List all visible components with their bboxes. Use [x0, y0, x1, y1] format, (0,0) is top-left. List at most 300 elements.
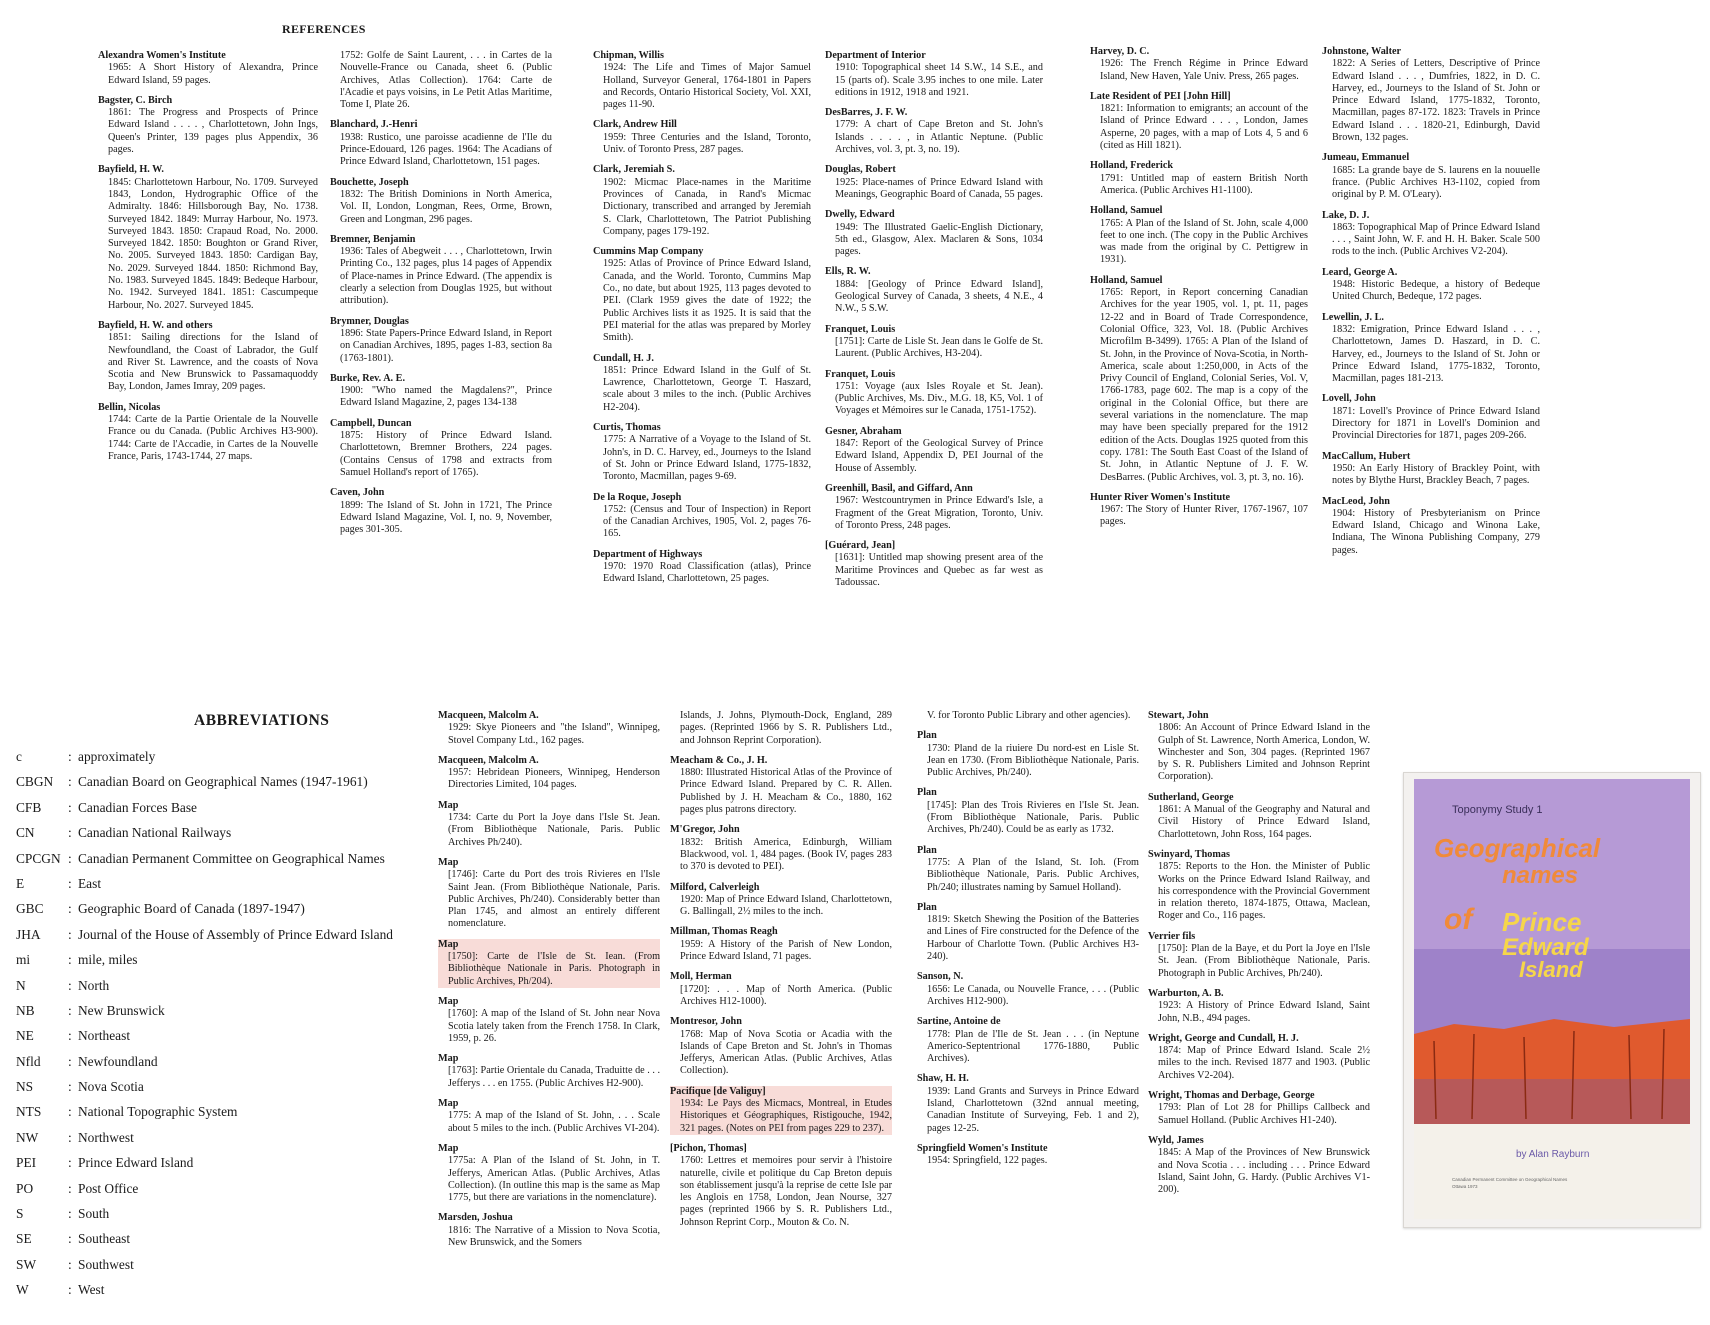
reference-author: Holland, Frederick	[1090, 160, 1174, 172]
abbreviation-row	[16, 922, 436, 947]
reference-entry	[917, 971, 1139, 1008]
abbreviation-key: JHA	[16, 926, 41, 942]
reference-entry	[1322, 312, 1540, 386]
references-column-2	[330, 50, 552, 544]
reference-entry	[670, 1016, 892, 1077]
reference-entry	[825, 209, 1043, 258]
reference-text: 1734: Carte du Port la Joye dans l'Isle St. Jean. (From Bibliothèque Nationale, Paris. Public Archives Ph/240).	[448, 812, 660, 848]
reference-author: Cundall, H. J.	[593, 352, 654, 364]
abbreviation-meaning: Canadian Permanent Committee on Geographical Names	[78, 850, 385, 866]
reference-author: MacLeod, John	[1322, 495, 1390, 507]
reference-entry	[593, 492, 811, 541]
reference-text: 1793: Plan of Lot 28 for Phillips Callbeck and Samuel Holland. (Public Archives H1-240).	[1158, 1102, 1370, 1126]
reference-text: 1832: British America, Edinburgh, William Blackwood, vol. 1, 484 pages. (Book IV, pages 283 to 370 is devoted to PEI).	[680, 836, 892, 873]
reference-entry	[593, 422, 811, 483]
reference-entry	[1090, 492, 1308, 529]
abbreviation-meaning: Canadian Forces Base	[78, 799, 197, 815]
reference-text: 1938: Rustico, une paroisse acadienne de l'Ile du Prince-Edouard, 126 pages. 1964: The Acadians of Prince Edward Island, Charlottetown, 151 pages.	[340, 131, 552, 168]
abbreviation-row	[16, 871, 436, 896]
reference-author: Bremner, Benjamin	[330, 233, 416, 245]
abbreviation-row	[16, 896, 436, 921]
abbreviation-key: W	[16, 1282, 29, 1298]
reference-entry	[330, 373, 552, 410]
reference-author: Map	[438, 799, 459, 811]
abbreviation-key: CN	[16, 825, 35, 841]
reference-entry	[330, 316, 552, 365]
bottom-references-column-2	[670, 710, 892, 1237]
abbreviation-meaning: Post Office	[78, 1180, 139, 1196]
abbreviation-row	[16, 846, 436, 871]
reference-author: Dwelly, Edward	[825, 209, 895, 221]
reference-author: Map	[438, 856, 459, 868]
reference-author: Alexandra Women's Institute	[98, 50, 226, 61]
reference-text: 1847: Report of the Geological Survey of Prince Edward Island, Appendix D, PEI Journal of the House of Assembly.	[835, 438, 1043, 474]
reference-entry	[438, 939, 660, 988]
reference-entry	[825, 483, 1043, 532]
abbreviation-separator: :	[68, 1129, 72, 1145]
reference-text: 1861: The Progress and Prospects of Prince Edward Island . . . . , Charlottetown, John Ings, Queen's Printer, 139 pages plus Appendix, 36 pages.	[108, 107, 318, 156]
reference-text: 1816: The Narrative of a Mission to Nova Scotia, New Brunswick, and the Somers	[448, 1224, 660, 1248]
reference-author: Lewellin, J. L.	[1322, 311, 1384, 323]
abbreviation-key: CBGN	[16, 774, 54, 790]
cover-shore	[1414, 1079, 1690, 1124]
abbreviation-meaning: Northwest	[78, 1129, 134, 1145]
reference-entry	[917, 1143, 1139, 1168]
reference-entry	[1322, 210, 1540, 259]
reference-entry	[330, 418, 552, 479]
reference-entry	[98, 164, 318, 312]
reference-entry	[670, 971, 892, 1008]
reference-text: 1861: A Manual of the Geography and Natural and Civil History of Prince Edward Island, Charlottetown, John Ross, 164 pages.	[1158, 804, 1370, 840]
reference-author: Curtis, Thomas	[593, 422, 661, 434]
abbreviation-key: NTS	[16, 1104, 42, 1120]
reference-entry	[670, 926, 892, 963]
reference-entry	[917, 845, 1139, 894]
abbreviation-separator: :	[68, 1079, 72, 1095]
abbreviation-separator: :	[68, 1028, 72, 1044]
reference-text: 1875: History of Prince Edward Island. Charlottetown, Bremner Brothers, 224 pages. (Contains Census of 1798 and extracts from Samuel Holland's report of 1765).	[340, 430, 552, 478]
cover-title-line-1: Geographical	[1434, 833, 1601, 863]
abbreviation-meaning: Southeast	[78, 1231, 131, 1247]
abbreviation-row	[16, 1277, 436, 1302]
reference-entry	[1090, 160, 1308, 197]
abbreviation-key: Nfld	[16, 1053, 41, 1069]
reference-entry	[1090, 46, 1308, 83]
reference-text: 1768: Map of Nova Scotia or Acadia with the Islands of Cape Breton and St. John's in Thomas Jefferys, American Atlas. (Public Archives, Atlas Collection).	[680, 1028, 892, 1077]
reference-author: Map	[438, 995, 459, 1007]
reference-entry	[98, 320, 318, 394]
abbreviation-separator: :	[68, 1155, 72, 1171]
reference-text: 1685: La grande baye de S. laurens en la nouuelle france. (Public Archives H3-1102, copied from original by P. M. O'Leary).	[1332, 164, 1540, 201]
reference-entry	[825, 426, 1043, 475]
reference-author: Map	[438, 1053, 459, 1065]
reference-author: Moll, Herman	[670, 971, 732, 983]
abbreviation-row	[16, 1201, 436, 1226]
reference-text: 1791: Untitled map of eastern British North America. (Public Archives H1-1100).	[1100, 172, 1308, 196]
reference-text: Islands, J. Johns, Plymouth-Dock, England, 289 pages. (Reprinted 1966 by S. R. Publishers Ltd., and Johnson Reprint Corporation).	[680, 710, 892, 746]
reference-entry	[438, 800, 660, 849]
reference-entry	[1090, 91, 1308, 152]
reference-text: 1821: Information to emigrants; an account of the Island of Prince Edward . . . , London, James Asperne, 20 pages, with a map of Lots 4, 5 and 6 (cited as Hill 1821).	[1100, 103, 1308, 152]
reference-text: 1920: Map of Prince Edward Island, Charlottetown, G. Ballingall, 2½ miles to the inch.	[680, 893, 892, 918]
reference-entry	[593, 549, 811, 586]
abbreviation-meaning: South	[78, 1206, 110, 1222]
bottom-references-column-4	[1148, 710, 1370, 1204]
abbreviation-key: SW	[16, 1256, 37, 1272]
reference-text: 1954: Springfield, 122 pages.	[927, 1155, 1048, 1167]
cover-bottom-panel	[1414, 1124, 1690, 1219]
reference-entry	[330, 234, 552, 308]
reference-text: 1902: Micmac Place-names in the Maritime Provinces of Canada, in Rand's Micmac Dictionary, transcribed and arranged by Jeremiah S. Clark, Charlottetown, The Patriot Publishing Company, pages 179-192.	[603, 176, 811, 237]
reference-text: 1949: The Illustrated Gaelic-English Dictionary, 5th ed., Glasgow, Alex. Maclaren & Sons, 1034 pages.	[835, 221, 1043, 258]
abbreviation-key: PO	[16, 1180, 34, 1196]
reference-author: Sutherland, George	[1148, 791, 1234, 803]
reference-author: Shaw, H. H.	[917, 1073, 969, 1085]
abbreviation-separator: :	[68, 749, 72, 764]
reference-entry	[330, 119, 552, 168]
reference-author: Plan	[917, 901, 937, 913]
abbreviation-separator: :	[68, 1206, 72, 1222]
reference-entry	[1322, 496, 1540, 557]
reference-text: 1779: A chart of Cape Breton and St. John's Islands . . . . , in Atlantic Neptune. (Public Archives, vol. 3, pt. 3, no. 19).	[835, 119, 1043, 156]
reference-author: Meacham & Co., J. H.	[670, 754, 768, 766]
abbreviation-separator: :	[68, 1104, 72, 1120]
reference-author: Macqueen, Malcolm A.	[438, 710, 539, 721]
references-column-4	[825, 50, 1043, 597]
reference-entry	[917, 1073, 1139, 1134]
abbreviation-row	[16, 1099, 436, 1124]
abbreviation-key: c	[16, 749, 22, 764]
reference-text: 1851: Prince Edward Island in the Gulf of St. Lawrence, Charlottetown, George T. Haszard, scale about 3 miles to the inch. (Public Archives H2-204).	[603, 364, 811, 413]
abbreviation-meaning: Nova Scotia	[78, 1079, 144, 1095]
reference-author: Department of Highways	[593, 548, 703, 560]
reference-author: Douglas, Robert	[825, 164, 896, 176]
book-cover	[1403, 772, 1701, 1228]
reference-entry	[593, 50, 811, 111]
references-heading: REFERENCES	[282, 22, 366, 36]
reference-text: 1656: Le Canada, ou Nouvelle France, . . . (Public Archives H12-900).	[927, 983, 1139, 1007]
reference-text: 1832: The British Dominions in North America, Vol. II, London, Longman, Rees, Orme, Brown, Green and Longman, 296 pages.	[340, 188, 552, 225]
reference-entry	[670, 710, 892, 747]
abbreviation-key: SE	[16, 1231, 32, 1247]
reference-author: Bayfield, H. W. and others	[98, 319, 213, 331]
reference-text: 1760: Lettres et memoires pour servir à l'histoire naturelle, civile et politique du Cap Breton depuis son établissement jusqu'à la reprise de cette Isle par les Anglois en 1758, London, Jean Nourse, 327 pages (reprinted 1966 by S. R. Publishers Ltd., Johnson Reprint Corp., Mouton & Co. N.	[680, 1155, 892, 1228]
reference-entry	[825, 369, 1043, 418]
reference-entry	[98, 50, 318, 87]
reference-text: 1939: Land Grants and Surveys in Prince Edward Island, Charlottetown (32nd annual meeting, Canadian Institute of Surveying, Feb. 1 and 2), pages 12-25.	[927, 1085, 1139, 1134]
reference-text: 1874: Map of Prince Edward Island. Scale 2½ miles to the inch. Revised 1877 and 1903. (Public Archives V2-204).	[1158, 1045, 1370, 1081]
bottom-references-column-3	[917, 710, 1139, 1176]
reference-text: 1775: A Plan of the Island, St. Ioh. (From Bibliothèque Nationale, Paris. Public Archives, Ph/240; illustrates naming by Samuel Holland).	[927, 856, 1139, 893]
reference-author: Campbell, Duncan	[330, 417, 412, 429]
cover-title-line-4: Prince	[1502, 907, 1582, 937]
abbreviation-meaning: National Topographic System	[78, 1104, 238, 1120]
reference-text: 1948: Historic Bedeque, a history of Bedeque United Church, Bedeque, 172 pages.	[1332, 279, 1540, 303]
reference-entry	[1148, 849, 1370, 923]
abbreviation-meaning: Southwest	[78, 1256, 134, 1272]
cover-title-line-2: names	[1502, 862, 1579, 889]
reference-entry	[330, 487, 552, 536]
reference-entry	[917, 1016, 1139, 1065]
abbreviation-key: E	[16, 875, 25, 891]
reference-author: Wright, George and Cundall, H. J.	[1148, 1032, 1299, 1044]
reference-text: 1910: Topographical sheet 14 S.W., 14 S.E., and 15 (parts of). Scale 3.95 inches to one mile. Later editions in 1912, 1918 and 1921.	[835, 62, 1043, 98]
reference-text: 1950: An Early History of Brackley Point, with notes by Blythe Hurst, Brackley Beach, 7 pages.	[1332, 462, 1540, 487]
reference-text: 1744: Carte de la Partie Orientale de la Nouvelle France ou du Canada. (Public Archives H3-900). 1744: Carte de l'Accadie, in Cartes de la Nouvelle France, Paris, 1743-1744, 27 maps.	[108, 414, 318, 462]
reference-entry	[1148, 931, 1370, 980]
reference-entry	[1322, 451, 1540, 488]
reference-author: Jumeau, Emmanuel	[1322, 152, 1410, 164]
abbreviation-meaning: Northeast	[78, 1028, 131, 1044]
reference-entry	[670, 1143, 892, 1229]
reference-author: MacCallum, Hubert	[1322, 450, 1411, 462]
reference-text: 1936: Tales of Abegweit . . . , Charlottetown, Irwin Printing Co., 132 pages, plus 14 pages of Appendix of Place-names in Prince Edward. (The appendix is clearly a selection from Douglas 1925, but without attribution).	[340, 246, 552, 307]
reference-author: Clark, Andrew Hill	[593, 119, 677, 131]
reference-author: [Guérard, Jean]	[825, 540, 896, 552]
abbreviation-meaning: mile, miles	[78, 952, 138, 968]
reference-entry	[98, 402, 318, 463]
abbreviation-row	[16, 947, 436, 972]
abbreviation-key: NW	[16, 1129, 39, 1145]
abbreviation-meaning: Canadian National Railways	[78, 825, 232, 841]
reference-entry	[438, 755, 660, 792]
abbreviation-meaning: Canadian Board on Geographical Names (1947-1961)	[78, 774, 368, 790]
references-column-1	[98, 50, 318, 471]
reference-author: Wyld, James	[1148, 1134, 1204, 1146]
reference-author: Lovell, John	[1322, 393, 1376, 405]
abbreviation-row	[16, 973, 436, 998]
reference-entry	[438, 996, 660, 1045]
reference-author: Macqueen, Malcolm A.	[438, 754, 539, 766]
abbreviation-separator: :	[68, 1282, 72, 1298]
reference-text: 1822: A Series of Letters, Descriptive of Prince Edward Island . . . , Dumfries, 1822, in D. C. Harvey, ed., Journeys to the Island of St. John or Prince Edward Island, 1775-1832, Toronto, Macmillan, pages 87-172. 1823: Travels in Prince Edward Island . . . 1820-21, Edinburgh, David Brown, 132 pages.	[1332, 58, 1540, 144]
reference-text: [1760]: A map of the Island of St. John near Nova Scotia lately taken from the French 1758. In Clark, 1959, p. 26.	[448, 1008, 660, 1044]
cover-publisher-date: Ottawa 1973	[1452, 1184, 1478, 1189]
reference-text: 1934: Le Pays des Micmacs, Montreal, in Etudes Historiques et Géographiques, Ristigouche, 1942, 321 pages. (Notes on PEI from pages 229 to 237).	[680, 1098, 892, 1134]
reference-entry	[438, 1098, 660, 1135]
abbreviation-key: NE	[16, 1028, 34, 1044]
reference-text: 1765: Report, in Report concerning Canadian Archives for the year 1905, vol. 1, pt. 11, pages 12-22 and in Board of Trade Correspondence, Colonial Office, 323, Vol. 18. (Public Archives Microfilm B-3499). 1765: A Plan of the Island of St. John, in the Province of Nova-Scotia, in North-America, scale about 1:250,000, in Acts of the Privy Council of England, Colonial Series, Vol. V, 1766-1783, page 602. The map is a copy of the original in the Colonial Office, but there are several variations in the nomenclature. The map may have been specially prepared for the 1912 edition of the Acts. Douglas 1925 quoted from this copy. 1781: The South East Coast of the Island of St. John, in Atlantic Neptune of J. F. W. DesBarres. (Public Archives, vol. 3, pt. 3, no. 16).	[1100, 287, 1308, 483]
reference-author: Leard, George A.	[1322, 266, 1398, 278]
abbreviation-separator: :	[68, 926, 72, 942]
reference-author: Plan	[917, 730, 937, 742]
reference-author: Blanchard, J.-Henri	[330, 119, 418, 131]
reference-text: [1720]: . . . Map of North America. (Public Archives H12-1000).	[680, 983, 892, 1007]
reference-author: Stewart, John	[1148, 710, 1209, 721]
abbreviation-separator: :	[68, 799, 72, 815]
reference-text: 1959: Three Centuries and the Island, Toronto, Univ. of Toronto Press, 287 pages.	[603, 131, 811, 156]
reference-author: Sanson, N.	[917, 971, 964, 983]
reference-text: [1745]: Plan des Trois Rivieres en l'Isle St. Jean. (From Bibliothèque Nationale, Paris. Public Archives, Ph/240). Could be as early as 1732.	[927, 799, 1139, 836]
reference-text: 1730: Pland de la riuiere Du nord-est en Lisle St. Jean en 1730. (From Bibliothèque Nationale, Paris. Public Archives, Ph/240).	[927, 742, 1139, 779]
reference-author: Brymner, Douglas	[330, 315, 409, 327]
reference-author: Franquet, Louis	[825, 323, 896, 335]
reference-author: Bayfield, H. W.	[98, 164, 164, 176]
reference-text: 1925: Place-names of Prince Edward Island with Meanings, Geographic Board of Canada, 55 pages.	[835, 176, 1043, 200]
reference-entry	[1322, 393, 1540, 442]
abbreviation-separator: :	[68, 850, 72, 866]
reference-author: Gesner, Abraham	[825, 425, 902, 437]
abbreviation-meaning: Prince Edward Island	[78, 1155, 194, 1171]
cover-title-line-6: Island	[1519, 957, 1583, 982]
bottom-references-column-1	[438, 710, 660, 1257]
reference-entry	[438, 1053, 660, 1090]
reference-entry	[438, 857, 660, 931]
abbreviation-separator: :	[68, 1053, 72, 1069]
cover-publisher: Canadian Permanent Committee on Geographical Names	[1452, 1177, 1568, 1182]
abbreviation-meaning: approximately	[78, 749, 156, 764]
reference-author: Lake, D. J.	[1322, 209, 1370, 221]
abbreviation-meaning: West	[78, 1282, 105, 1298]
reference-text: 1959: A History of the Parish of New London, Prince Edward Island, 71 pages.	[680, 938, 892, 963]
reference-entry	[1090, 205, 1308, 266]
abbreviation-separator: :	[68, 1002, 72, 1018]
reference-text: 1957: Hebridean Pioneers, Winnipeg, Henderson Directories Limited, 104 pages.	[448, 767, 660, 791]
reference-author: Map	[438, 1142, 459, 1154]
references-column-3	[593, 50, 811, 594]
reference-entry	[1148, 792, 1370, 841]
reference-author: Marsden, Joshua	[438, 1212, 513, 1224]
abbreviation-row	[16, 998, 436, 1023]
reference-text: 1851: Sailing directions for the Island of Newfoundland, the Coast of Labrador, the Gulf and River St. Lawrence, and the coasts of Nova Scotia and New Brunswick to Passamaquoddy Bay, London, James Imray, 209 pages.	[108, 332, 318, 393]
reference-entry	[1148, 710, 1370, 784]
abbreviation-key: NS	[16, 1079, 34, 1095]
reference-author: Map	[438, 1098, 459, 1110]
reference-text: 1899: The Island of St. John in 1721, The Prince Edward Island Magazine, Vol. I, no. 9, November, pages 301-305.	[340, 499, 552, 536]
reference-author: Cummins Map Company	[593, 246, 704, 258]
reference-entry	[825, 107, 1043, 156]
abbreviation-row	[16, 769, 436, 794]
reference-text: 1775: A Narrative of a Voyage to the Island of St. John's, in D. C. Harvey, ed., Journeys to the Island of St. John or Prince Edward Island, 1775-1832, Toronto, Macmillan, pages 9-69.	[603, 434, 811, 483]
reference-entry	[670, 1086, 892, 1135]
reference-text: 1875: Reports to the Hon. the Minister of Public Works on the Prince Edward Island Railway, and his correspondence with the Provincial Government in relation thereto, 1874-1875, Ottawa, Maclean, Roger and Co., 116 pages.	[1158, 861, 1370, 922]
reference-text: 1845: Charlottetown Harbour, No. 1709. Surveyed 1843, London, Hydrographic Office of the Admiralty. 1846: Hillsborough Bay, No. 1738. Surveyed 1842. 1849: Murray Harbour, No. 1973. Surveyed 1843. 1850: Crapaud Road, No. 2000. Surveyed 1842. 1850: Boughton or Grand River, No. 2005. Surveyed 1843. 1850: Cardigan Bay, No. 2029. Surveyed 1844. 1850: Richmond Bay, No. 1983. Surveyed 1845. 1849: Bedeque Harbour, No. 1942. Surveyed 1841. 1851: Cascumpeque Harbour, No. 2027. Surveyed 1845.	[108, 176, 318, 311]
reference-author: Department of Interior	[825, 50, 926, 61]
abbreviation-key: PEI	[16, 1155, 37, 1171]
abbreviation-row	[16, 744, 436, 769]
abbreviation-row	[16, 795, 436, 820]
reference-text: [1750]: Plan de la Baye, et du Port la Joye en l'Isle St. Jean. (From Bibliothèque Nationale, Paris. Photograph in Public Archives, Ph/240).	[1158, 943, 1370, 979]
reference-entry	[330, 50, 552, 111]
abbreviation-separator: :	[68, 825, 72, 841]
abbreviation-key: mi	[16, 952, 31, 968]
reference-entry	[1090, 275, 1308, 484]
abbreviation-row	[16, 1023, 436, 1048]
abbreviation-key: N	[16, 977, 26, 993]
reference-author: Greenhill, Basil, and Giffard, Ann	[825, 482, 973, 494]
abbreviation-separator: :	[68, 1231, 72, 1247]
reference-author: Springfield Women's Institute	[917, 1142, 1048, 1154]
cover-title-line-3: of	[1444, 903, 1473, 936]
abbreviation-row	[16, 1074, 436, 1099]
abbreviation-row	[16, 1176, 436, 1201]
abbreviation-row	[16, 1049, 436, 1074]
reference-author: Holland, Samuel	[1090, 205, 1163, 217]
reference-author: Warburton, A. B.	[1148, 987, 1224, 999]
reference-text: 1832: Emigration, Prince Edward Island . . . , Charlottetown, James D. Haszard, in D. C. Harvey, ed., Journeys to the Island of St. John or Prince Edward Island, 1775-1832, Toronto, Macmillan, pages 181-213.	[1332, 323, 1540, 385]
reference-entry	[825, 50, 1043, 99]
reference-author: Plan	[917, 844, 937, 856]
abbreviation-separator: :	[68, 875, 72, 891]
reference-text: 1778: Plan de l'Ile de St. Jean . . . (in Neptune Americo-Septentrional 1776-1880, Public Archives).	[927, 1028, 1139, 1065]
reference-text: 1845: A Map of the Provinces of New Brunswick and Nova Scotia . . . including . . . Prince Edward Island, Saint John, G. Hardy. (Public Archives V1-200).	[1158, 1147, 1370, 1196]
reference-author: [Pichon, Thomas]	[670, 1142, 747, 1154]
reference-text: [1750]: Carte de l'Isle de St. Iean. (From Bibliothèque Nationale in Paris. Photograph in Public Archives, Ph/204).	[448, 951, 660, 987]
cover-title-line-5: Edward	[1502, 934, 1589, 961]
reference-author: Burke, Rev. A. E.	[330, 372, 405, 384]
reference-author: Bouchette, Joseph	[330, 176, 409, 188]
reference-entry	[593, 353, 811, 414]
reference-entry	[825, 540, 1043, 589]
reference-entry	[330, 177, 552, 226]
reference-author: Milford, Calverleigh	[670, 881, 760, 893]
reference-author: Plan	[917, 787, 937, 799]
reference-text: [1763]: Partie Orientale du Canada, Traduitte de . . . Jefferys . . . en 1755. (Public Archives H2-900).	[448, 1065, 660, 1089]
abbreviation-key: NB	[16, 1002, 35, 1018]
abbreviation-key: CFB	[16, 799, 42, 815]
reference-entry	[670, 882, 892, 919]
cover-series-label: Toponymy Study 1	[1452, 804, 1543, 816]
reference-entry	[593, 119, 811, 156]
reference-entry	[1322, 46, 1540, 144]
reference-author: Pacifique [de Valiguy]	[670, 1085, 766, 1097]
reference-text: 1967: The Story of Hunter River, 1767-1967, 107 pages.	[1100, 504, 1308, 528]
reference-author: Caven, John	[330, 487, 385, 499]
abbreviation-key: GBC	[16, 901, 44, 917]
reference-text: 1924: The Life and Times of Major Samuel Holland, Surveyor General, 1764-1801 in Papers and Records, Ontario Historical Society, Vol. XXI, pages 11-90.	[603, 62, 811, 111]
abbreviation-meaning: New Brunswick	[78, 1002, 165, 1018]
reference-entry	[1148, 1135, 1370, 1196]
reference-text: 1929: Skye Pioneers and "the Island", Winnipeg, Stovel Company Ltd., 162 pages.	[448, 722, 660, 746]
reference-text: 1926: The French Régime in Prince Edward Island, New Haven, Yale Univ. Press, 265 pages.	[1100, 58, 1308, 82]
reference-text: 1900: "Who named the Magdalens?", Prince Edward Island Magazine, 2, pages 134-138	[340, 385, 552, 409]
reference-entry	[825, 266, 1043, 315]
reference-author: DesBarres, J. F. W.	[825, 107, 908, 119]
reference-author: Harvey, D. C.	[1090, 46, 1150, 57]
cover-author: by Alan Rayburn	[1516, 1149, 1590, 1160]
reference-text: 1967: Westcountrymen in Prince Edward's Isle, a Fragment of the Great Migration, Toronto, Univ. of Toronto Press, 248 pages.	[835, 495, 1043, 531]
reference-text: 1863: Topographical Map of Prince Edward Island . . . , Saint John, W. F. and H. H. Baker. Scale 500 rods to the inch. (Public Archives V2-204).	[1332, 221, 1540, 258]
abbreviations-list	[16, 744, 436, 1303]
reference-entry	[438, 1143, 660, 1204]
reference-author: Wright, Thomas and Derbage, George	[1148, 1090, 1315, 1102]
abbreviation-meaning: Newfoundland	[78, 1053, 158, 1069]
abbreviation-row	[16, 820, 436, 845]
references-column-6	[1322, 46, 1540, 565]
abbreviation-separator: :	[68, 977, 72, 993]
reference-entry	[917, 902, 1139, 963]
reference-text: 1880: Illustrated Historical Atlas of the Province of Prince Edward Island. Prepared by C. R. Allen. Published by J. H. Meacham & Co., 1880, 162 pages plus patrons directory.	[680, 767, 892, 816]
reference-entry	[1148, 1033, 1370, 1082]
abbreviation-key: S	[16, 1206, 24, 1222]
reference-author: Clark, Jeremiah S.	[593, 164, 675, 176]
reference-author: Johnstone, Walter	[1322, 46, 1402, 57]
reference-text: [1746]: Carte du Port des trois Rivieres en l'Isle Saint Jean. (From Bibliothèque Nationale, Paris. Public Archives, Ph/240). Considerably better than Plan 1745, and almost an entirely different nomenclature.	[448, 869, 660, 930]
reference-text: 1819: Sketch Shewing the Position of the Batteries and Lines of Fire constructed for the Defence of the Harbour of Charlotte Town. (Public Archives H3-240).	[927, 914, 1139, 963]
reference-text: [1631]: Untitled map showing present area of the Maritime Provinces and Quebec as far west as Tadoussac.	[835, 552, 1043, 588]
reference-author: Map	[438, 938, 459, 950]
reference-text: 1806: An Account of Prince Edward Island in the Gulph of St. Lawrence, North America, London, W. Winchester and Son, 304 pages. (Reprinted 1967 by S. R. Publishers Limited and Johnson Reprint Corporation).	[1158, 722, 1370, 783]
reference-author: M'Gregor, John	[670, 824, 740, 836]
reference-text: 1752: (Census and Tour of Inspection) in Report of the Canadian Archives, 1905, Vol. 2, pages 76-165.	[603, 503, 811, 540]
reference-author: Swinyard, Thomas	[1148, 848, 1230, 860]
reference-text: 1871: Lovell's Province of Prince Edward Island Directory for 1871 in Lovell's Dominion and Provincial Directories for 1871, pages 209-266.	[1332, 405, 1540, 442]
reference-entry	[670, 824, 892, 873]
reference-entry	[1322, 152, 1540, 201]
reference-text: 1925: Atlas of Province of Prince Edward Island, Canada, and the World. Toronto, Cummins Map Co., no date, but about 1925, 113 pages devoted to PEI. (Clark 1959 gives the date of 1922; the Public Archives lists it as 1925. It is said that the PEI material for the atlas was prepared by Morley Smith).	[603, 258, 811, 344]
reference-entry	[825, 164, 1043, 201]
reference-entry	[1148, 1090, 1370, 1127]
